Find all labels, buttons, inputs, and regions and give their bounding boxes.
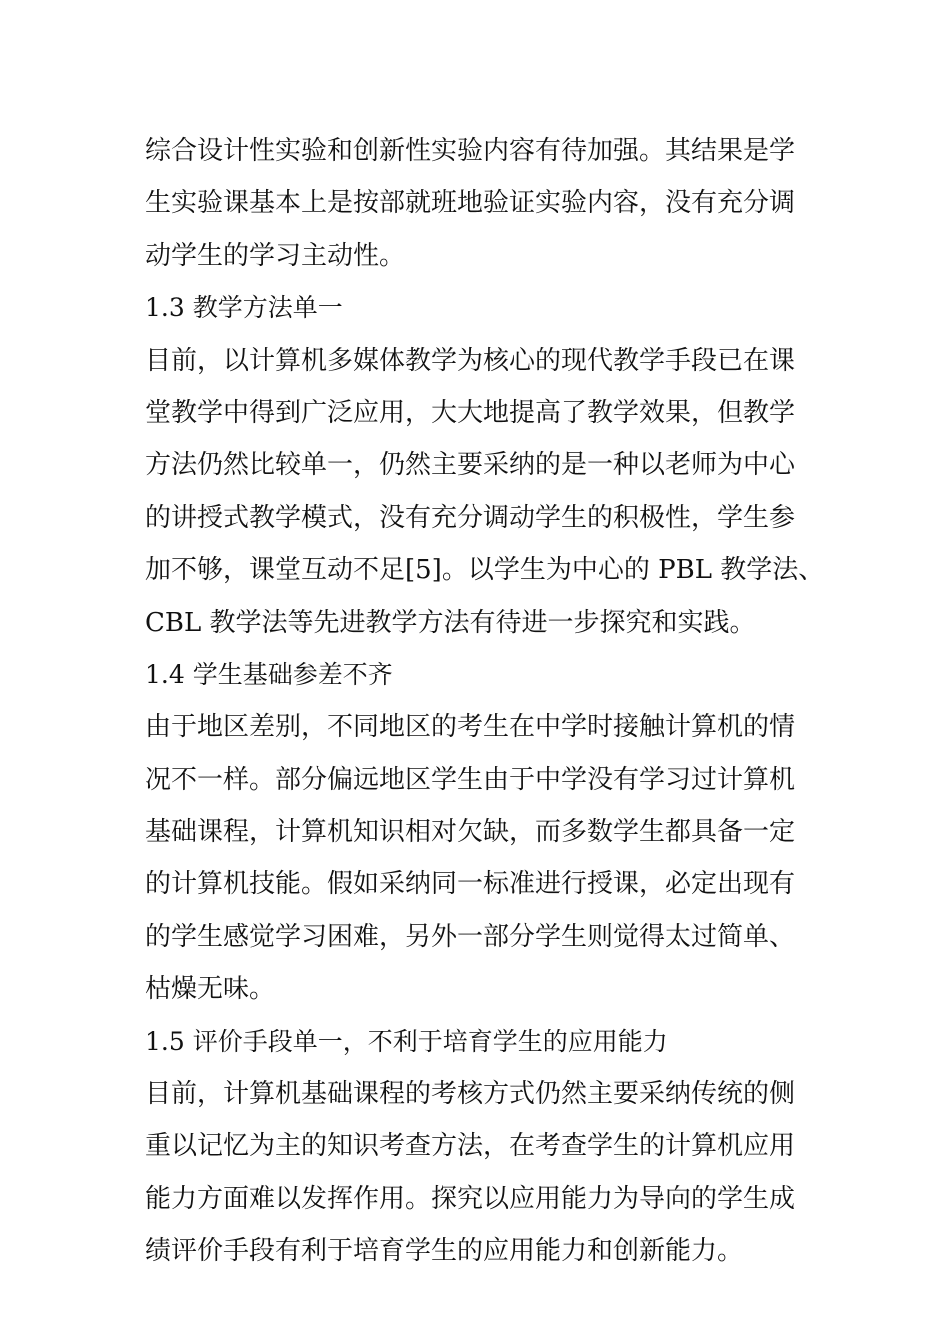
- document-body: [145, 125, 825, 1278]
- body-text-line: 基础课程，计算机知识相对欠缺，而多数学生都具备一定: [145, 817, 796, 848]
- body-text-line: 目前，以计算机多媒体教学为核心的现代教学手段已在课: [145, 345, 796, 376]
- body-text-line: 目前，计算机基础课程的考核方式仍然主要采纳传统的侧: [145, 1079, 796, 1110]
- body-text-line: CBL 教学法等先进教学方法有待进一步探究和实践。: [145, 607, 756, 638]
- body-text-line: 况不一样。部分偏远地区学生由于中学没有学习过计算机: [145, 764, 796, 795]
- body-text-line: 堂教学中得到广泛应用，大大地提高了教学效果，但教学: [145, 397, 796, 428]
- body-text-line: 动学生的学习主动性。: [145, 240, 406, 271]
- section-heading: 1.5 评价手段单一，不利于培育学生的应用能力: [145, 1026, 668, 1056]
- body-text-line: 加不够，课堂互动不足[5]。以学生为中心的 PBL 教学法、: [145, 555, 825, 586]
- body-text-line: 的计算机技能。假如采纳同一标准进行授课，必定出现有: [145, 869, 796, 900]
- body-text-line: 能力方面难以发挥作用。探究以应用能力为导向的学生成: [145, 1183, 796, 1214]
- section-heading: 1.4 学生基础参差不齐: [145, 659, 393, 689]
- body-text-line: 的学生感觉学习困难，另外一部分学生则觉得太过简单、: [145, 921, 796, 952]
- body-text-line: 方法仍然比较单一，仍然主要采纳的是一种以老师为中心: [145, 450, 796, 481]
- body-text-line: 枯燥无味。: [145, 974, 276, 1005]
- body-text-line: 的讲授式教学模式，没有充分调动学生的积极性，学生参: [145, 502, 796, 533]
- body-text-line: 由于地区差别，不同地区的考生在中学时接触计算机的情: [145, 712, 796, 743]
- body-text-line: 绩评价手段有利于培育学生的应用能力和创新能力。: [145, 1236, 744, 1267]
- body-text-line: 重以记忆为主的知识考查方法，在考查学生的计算机应用: [145, 1131, 796, 1162]
- body-text-line: 生实验课基本上是按部就班地验证实验内容，没有充分调: [145, 188, 796, 219]
- section-heading: 1.3 教学方法单一: [145, 293, 343, 323]
- body-text-line: 综合设计性实验和创新性实验内容有待加强。其结果是学: [145, 136, 796, 166]
